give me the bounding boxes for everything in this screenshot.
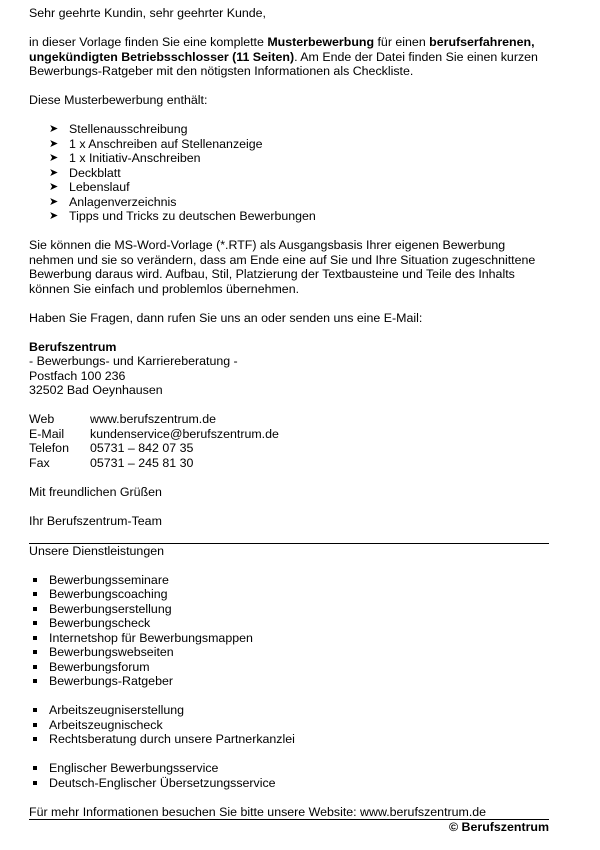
intro-text-1: in dieser Vorlage finden Sie eine komplette bbox=[29, 35, 268, 49]
list-item: Internetshop für Bewerbungsmappen bbox=[31, 631, 549, 646]
list-item: Arbeitszeugnischeck bbox=[31, 718, 549, 733]
list-item: ➤ Deckblatt bbox=[49, 165, 121, 180]
square-bullet-icon bbox=[33, 737, 37, 741]
square-bullet-icon bbox=[33, 636, 37, 640]
postbox: Postfach 100 236 bbox=[29, 368, 126, 383]
contents-heading: Diese Musterbewerbung enthält: bbox=[29, 93, 208, 107]
template-paragraph: Sie können die MS-Word-Vorlage (*.RTF) als Ausgangsbasis Ihrer eigenen Bewerbung nehmen und sie so verändern, dass am Ende eine auf Sie und Ihre Situation zugeschnittene Bewerbung daraus wird. Aufbau, Stil, Platzierung der Textbausteine und Teile des Inhalts können Sie einfach und problemlos übernehmen. bbox=[29, 238, 536, 296]
list-item: Englischer Bewerbungsservice bbox=[31, 761, 549, 776]
copyright: © Berufszentrum bbox=[448, 820, 549, 834]
arrow-bullet-icon: ➤ bbox=[49, 210, 59, 222]
square-bullet-icon bbox=[33, 621, 37, 625]
contact-label: Telefon bbox=[29, 441, 69, 455]
list-item: Bewerbungs-Ratgeber bbox=[31, 674, 549, 689]
phone-number: 05731 – 842 07 35 bbox=[90, 441, 194, 455]
square-bullet-icon bbox=[33, 766, 37, 770]
contents-list bbox=[29, 122, 549, 224]
list-item: Deutsch-Englischer Übersetzungsservice bbox=[31, 776, 549, 791]
square-bullet-icon bbox=[33, 708, 37, 712]
contact-row-fax bbox=[29, 456, 549, 471]
closing: Mit freundlichen Grüßen bbox=[29, 484, 162, 499]
services-list-1 bbox=[29, 573, 549, 689]
services-list-3 bbox=[29, 761, 549, 790]
contact-block bbox=[29, 412, 549, 470]
square-bullet-icon bbox=[33, 607, 37, 611]
questions-paragraph: Haben Sie Fragen, dann rufen Sie uns an oder senden uns eine E-Mail: bbox=[29, 310, 423, 325]
list-item: ➤ Lebenslauf bbox=[49, 180, 130, 194]
square-bullet-icon bbox=[33, 650, 37, 654]
arrow-bullet-icon: ➤ bbox=[49, 137, 59, 150]
contact-label: Web bbox=[29, 412, 55, 426]
city: 32502 Bad Oeynhausen bbox=[29, 383, 163, 397]
intro-bold-1: Musterbewerbung bbox=[267, 35, 375, 49]
address-block bbox=[29, 340, 549, 398]
more-info: Für mehr Informationen besuchen Sie bitte unsere Website: www.berufszentrum.de bbox=[29, 805, 549, 821]
intro-bold-2: berufserfahrenen, ungekündigten Betriebsschlosser (11 Seiten) bbox=[29, 35, 535, 64]
company-tagline: - Bewerbungs- und Karriereberatung - bbox=[29, 354, 238, 368]
list-item: ➤ Anlagenverzeichnis bbox=[49, 194, 177, 209]
list-item: Arbeitszeugniserstellung bbox=[31, 703, 549, 718]
arrow-bullet-icon: ➤ bbox=[49, 166, 59, 179]
contact-row-email bbox=[29, 427, 549, 442]
arrow-bullet-icon: ➤ bbox=[49, 152, 59, 164]
square-bullet-icon bbox=[33, 592, 37, 596]
email-link[interactable]: kundenservice@berufszentrum.de bbox=[90, 426, 279, 441]
list-item: Bewerbungsforum bbox=[31, 660, 549, 675]
contact-label: E-Mail bbox=[29, 426, 65, 441]
arrow-bullet-icon: ➤ bbox=[49, 181, 59, 193]
greeting: Sehr geehrte Kundin, sehr geehrter Kunde, bbox=[29, 6, 266, 20]
arrow-bullet-icon: ➤ bbox=[49, 195, 59, 208]
intro-text-3: . Am Ende der Datei finden Sie einen kurzen Bewerbungs-Ratgeber mit den nötigsten Informationen als Checkliste. bbox=[29, 49, 538, 78]
website-link[interactable]: www.berufszentrum.de bbox=[90, 412, 217, 426]
square-bullet-icon bbox=[33, 665, 37, 669]
fax-number: 05731 – 245 81 30 bbox=[90, 455, 194, 470]
list-item: ➤ 1 x Initiativ-Anschreiben bbox=[49, 151, 201, 165]
list-item: Bewerbungswebseiten bbox=[31, 645, 549, 660]
list-item: Bewerbungsseminare bbox=[31, 573, 549, 588]
list-item: Bewerbungscoaching bbox=[31, 587, 549, 602]
square-bullet-icon bbox=[33, 723, 37, 727]
services-list-2 bbox=[29, 703, 549, 747]
list-item: ➤ Tipps und Tricks zu deutschen Bewerbungen bbox=[49, 209, 316, 223]
square-bullet-icon bbox=[33, 679, 37, 683]
company-name: Berufszentrum bbox=[29, 339, 117, 354]
signature: Ihr Berufszentrum-Team bbox=[29, 513, 162, 528]
square-bullet-icon bbox=[33, 781, 37, 785]
contact-label: Fax bbox=[29, 455, 50, 470]
list-item: Rechtsberatung durch unsere Partnerkanzlei bbox=[31, 732, 549, 747]
intro-paragraph bbox=[29, 35, 549, 79]
list-item: Bewerbungscheck bbox=[31, 616, 549, 631]
contact-row-web bbox=[29, 412, 549, 427]
intro-text-2: für einen bbox=[374, 35, 430, 49]
list-item: ➤ 1 x Anschreiben auf Stellenanzeige bbox=[49, 136, 263, 151]
square-bullet-icon bbox=[33, 578, 37, 582]
services-heading: Unsere Dienstleistungen bbox=[29, 543, 164, 558]
contact-row-phone bbox=[29, 441, 549, 456]
arrow-bullet-icon: ➤ bbox=[49, 123, 59, 135]
list-item: Bewerbungserstellung bbox=[31, 602, 549, 617]
document bbox=[29, 6, 549, 835]
list-item: ➤ Stellenausschreibung bbox=[49, 122, 188, 136]
